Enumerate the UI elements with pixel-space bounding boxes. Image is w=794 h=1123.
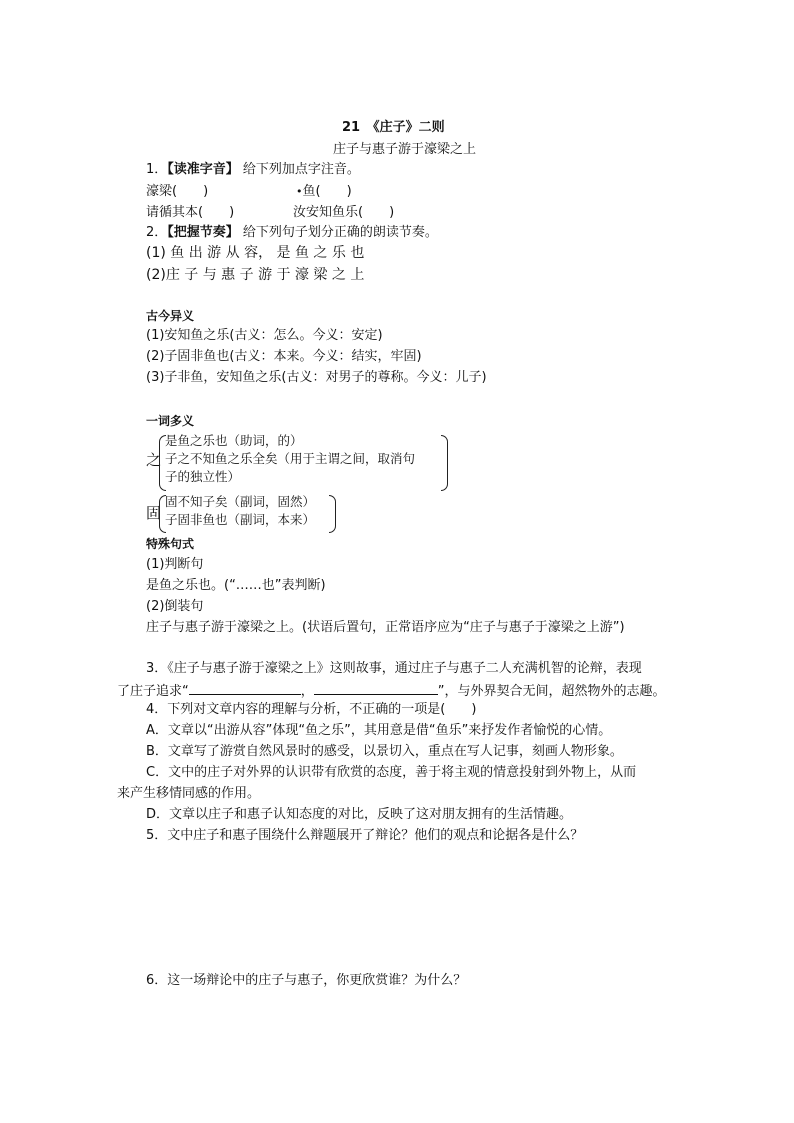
teshu-text-2: 庄子与惠子游于濠梁之上。(状语后置句，正常语序应为“庄子与惠子于濠梁之上游”) — [146, 620, 625, 635]
question-3-line-2: 了庄子追求“ ， ”，与外界契合无间，超然物外的志趣。 — [117, 680, 666, 702]
question-text: 给下列句子划分正确的朗读节奏。 — [238, 225, 438, 240]
right-brace-icon — [441, 435, 448, 491]
answer-area-5[interactable] — [117, 848, 677, 958]
pinyin-item-1: 濠梁( ) — [146, 184, 209, 199]
question-1 — [146, 160, 360, 180]
option-c-line-1: C．文中的庄子对外界的认识带有欣赏的态度，善于将主观的情意投射到外物上，从而 — [146, 765, 637, 780]
rhythm-sentence-1: (1) 鱼 出 游 从 容， 是 鱼 之 乐 也 — [146, 245, 365, 261]
question-number: 2． — [146, 225, 168, 240]
gujin-item-3: (3)子非鱼，安知鱼之乐(古义：对男子的尊称。今义：儿子) — [146, 370, 487, 385]
question-tag: 【读准字音】 — [167, 162, 239, 177]
teshu-text-1: 是鱼之乐也。(“……也”表判断) — [146, 578, 326, 593]
page-title: 21 《庄子》二则 — [342, 120, 445, 135]
question-3-line-1: 3．《庄子与惠子游于濠梁之上》这则故事，通过庄子与惠子二人充满机智的论辩，表现 — [146, 661, 642, 676]
section-heading-teshu: 特殊句式 — [146, 537, 195, 551]
question-6: 6．这一场辩论中的庄子与惠子，你更欣赏谁？为什么？ — [146, 973, 467, 988]
question-5: 5．文中庄子和惠子围绕什么辩题展开了辩论？他们的观点和论据各是什么？ — [146, 828, 584, 843]
question-2 — [146, 223, 438, 243]
page-subtitle: 庄子与惠子游于濠梁之上 — [333, 142, 477, 157]
polysemy-zhi-line-1: 是鱼之乐也（助词，的） — [165, 433, 303, 448]
teshu-label-1: (1)判断句 — [146, 557, 204, 572]
pinyin-item-4: 汝安知鱼乐( ) — [293, 205, 395, 220]
question-text: 给下列加点字注音。 — [238, 162, 360, 177]
right-brace-icon — [329, 495, 336, 533]
teshu-label-2: (2)倒装句 — [146, 599, 204, 614]
polysemy-char-zhi: 之 — [146, 451, 162, 469]
emphasis-dot-icon: • — [296, 185, 303, 198]
pinyin-item-2: •鱼( ) — [296, 184, 352, 199]
pinyin-item-3: 请循其本( ) — [146, 205, 235, 220]
question-number: 1． — [146, 162, 168, 177]
section-heading-gujin: 古今异义 — [146, 309, 195, 323]
rhythm-sentence-2: (2)庄 子 与 惠 子 游 于 濠 梁 之 上 — [146, 267, 365, 283]
section-heading-duoyi: 一词多义 — [146, 414, 195, 428]
question-tag: 【把握节奏】 — [167, 225, 239, 240]
option-c-line-2: 来产生移情同感的作用。 — [117, 786, 261, 801]
polysemy-char-gu: 固 — [146, 504, 162, 522]
polysemy-gu-line-2: 子固非鱼也（副词，本来） — [165, 512, 316, 527]
polysemy-zhi-line-2: 子之不知鱼之乐全矣（用于主谓之间，取消句 — [165, 451, 416, 466]
option-b: B．文章写了游赏自然风景时的感受，以景切入，重点在写人记事，刻画人物形象。 — [146, 744, 623, 759]
polysemy-gu-line-1: 固不知子矣（副词，固然） — [165, 494, 316, 509]
polysemy-zhi-line-3: 子的独立性） — [165, 469, 241, 484]
option-a: A．文章以“出游从容”体现“鱼之乐”，其用意是借“鱼乐”来抒发作者愉悦的心情。 — [146, 723, 612, 738]
answer-area-6[interactable] — [117, 993, 677, 1103]
question-4-stem: 4．下列对文章内容的理解与分析，不正确的一项是( ) — [146, 702, 477, 717]
option-d: D．文章以庄子和惠子认知态度的对比，反映了这对朋友拥有的生活情趣。 — [146, 807, 573, 822]
answer-blank-1[interactable] — [189, 680, 301, 695]
answer-blank-2[interactable] — [314, 680, 438, 695]
gujin-item-1: (1)安知鱼之乐(古义：怎么。今义：安定) — [146, 328, 383, 343]
gujin-item-2: (2)子固非鱼也(古义：本来。今义：结实，牢固) — [146, 349, 422, 364]
